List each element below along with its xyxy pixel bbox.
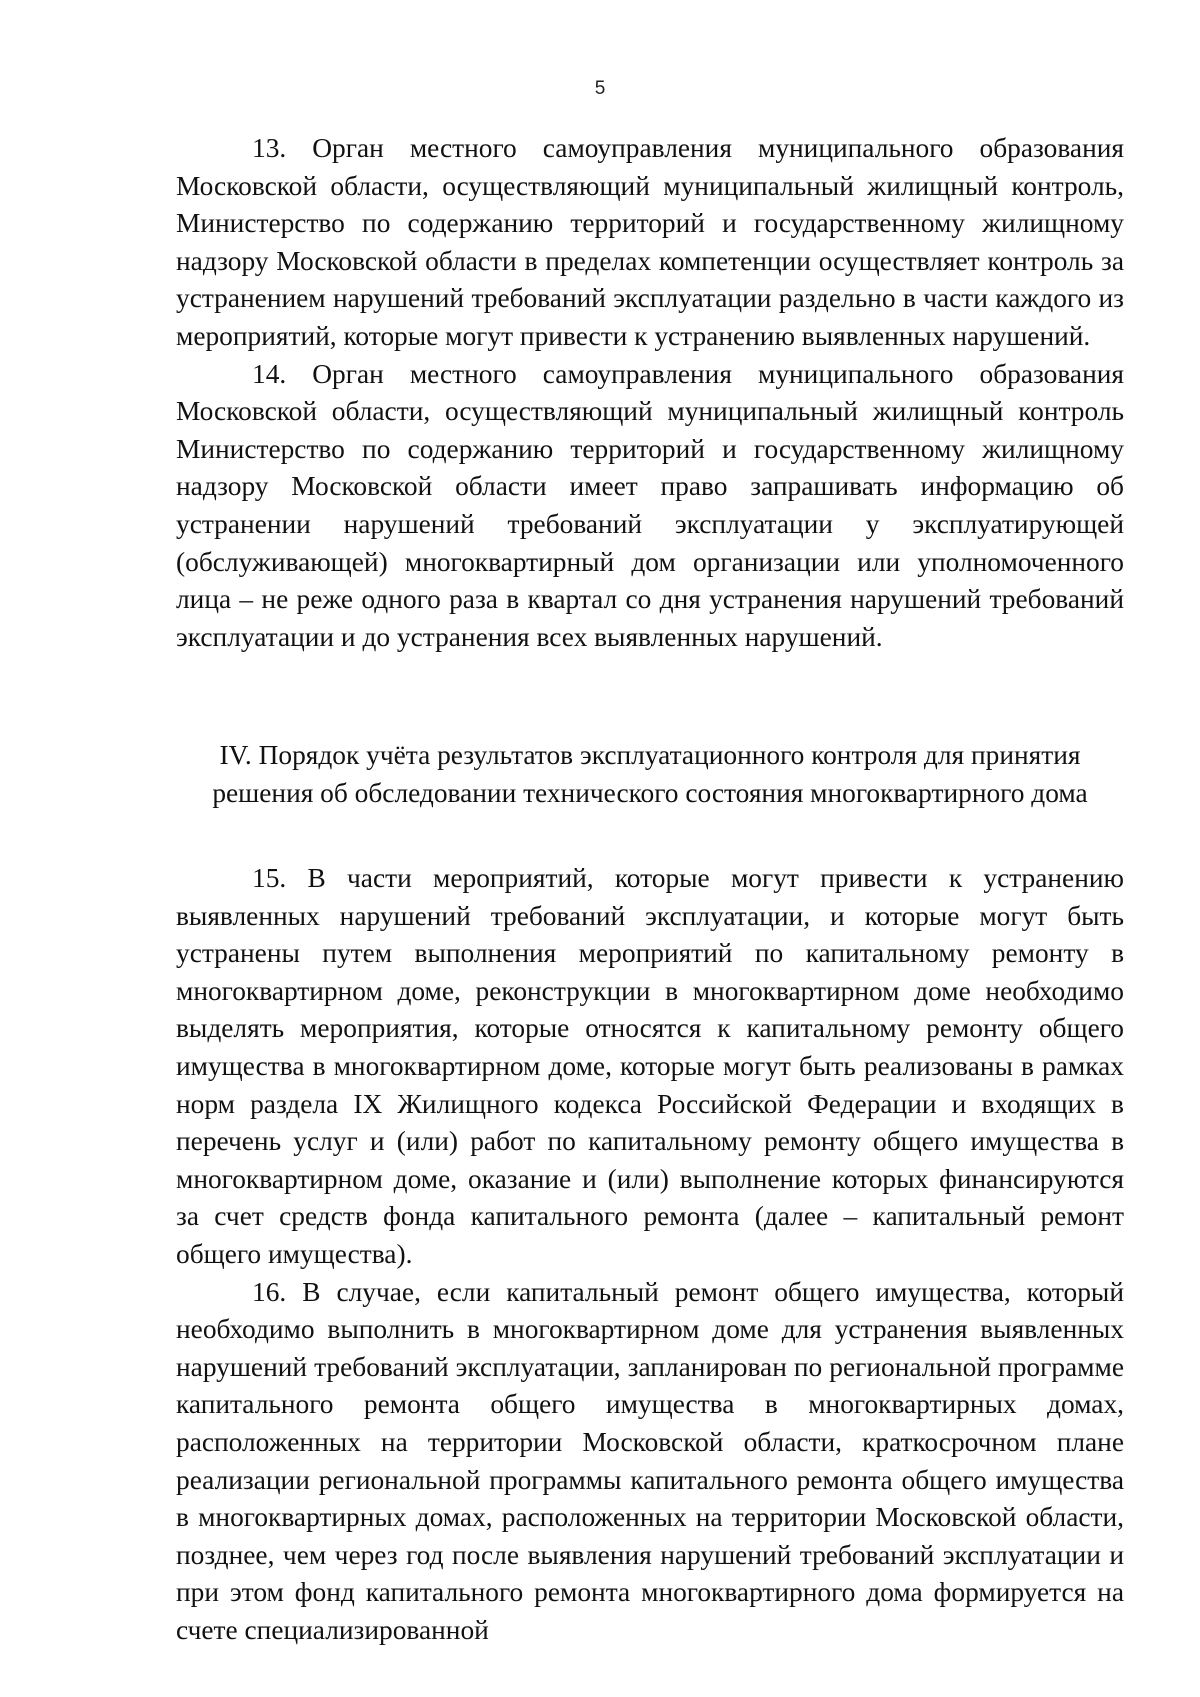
page-number: 5 xyxy=(594,78,606,99)
paragraph-15: 15. В части мероприятий, которые могут привести к устранению выявленных нарушений требований эксплуатации, и которые могут быть устранены путем выполнения мероприятий по капитальному ремонту в многоквартирном доме, реконструкции в многоквартирном доме необходимо выделять мероприятия, которые относятся к капитальному ремонту общего имущества в многоквартирном доме, которые могут быть реализованы в рамках норм раздела IX Жилищного кодекса Российской Федерации и входящих в перечень услуг и (или) работ по капитальному ремонту общего имущества в многоквартирном доме, оказание и (или) выполнение которых финансируются за счет средств фонда капитального ремонта (далее – капитальный ремонт общего имущества). xyxy=(176,863,1124,1269)
section-heading xyxy=(176,737,1124,812)
paragraphs-bottom xyxy=(176,860,1124,1649)
paragraph-16: 16. В случае, если капитальный ремонт общего имущества, который необходимо выполнить в многоквартирном доме для устранения выявленных нарушений требований эксплуатации, запланирован по региональной программе капитального ремонта общего имущества в многоквартирных домах, расположенных на территории Московской области, краткосрочном плане реализации региональной программы капитального ремонта общего имущества в многоквартирных домах, расположенных на территории Московской области, позднее, чем через год после выявления нарушений требований эксплуатации и при этом фонд капитального ремонта многоквартирного дома формируется на счете специализированной xyxy=(176,1276,1124,1645)
paragraphs-top xyxy=(176,130,1124,656)
paragraph-13: 13. Орган местного самоуправления муниципального образования Московской области, осуществляющий муниципальный жилищный контроль, Министерство по содержанию территорий и государственному жилищному надзору Московской области в пределах компетенции осуществляет контроль за устранением нарушений требований эксплуатации раздельно в части каждого из мероприятий, которые могут привести к устранению выявленных нарушений. xyxy=(176,133,1124,351)
section-heading-line-1: IV. Порядок учёта результатов эксплуатационного контроля для принятия xyxy=(219,740,1081,770)
section-heading-line-2: решения об обследовании технического состояния многоквартирного дома xyxy=(212,777,1088,808)
paragraph-14: 14. Орган местного самоуправления муниципального образования Московской области, осуществляющий муниципальный жилищный контроль Министерство по содержанию территорий и государственному жилищному надзору Московской области имеет право запрашивать информацию об устранении нарушений требований эксплуатации у эксплуатирующей (обслуживающей) многоквартирный дом организации или уполномоченного лица – не реже одного раза в квартал со дня устранения нарушений требований эксплуатации и до устранения всех выявленных нарушений. xyxy=(176,358,1124,652)
